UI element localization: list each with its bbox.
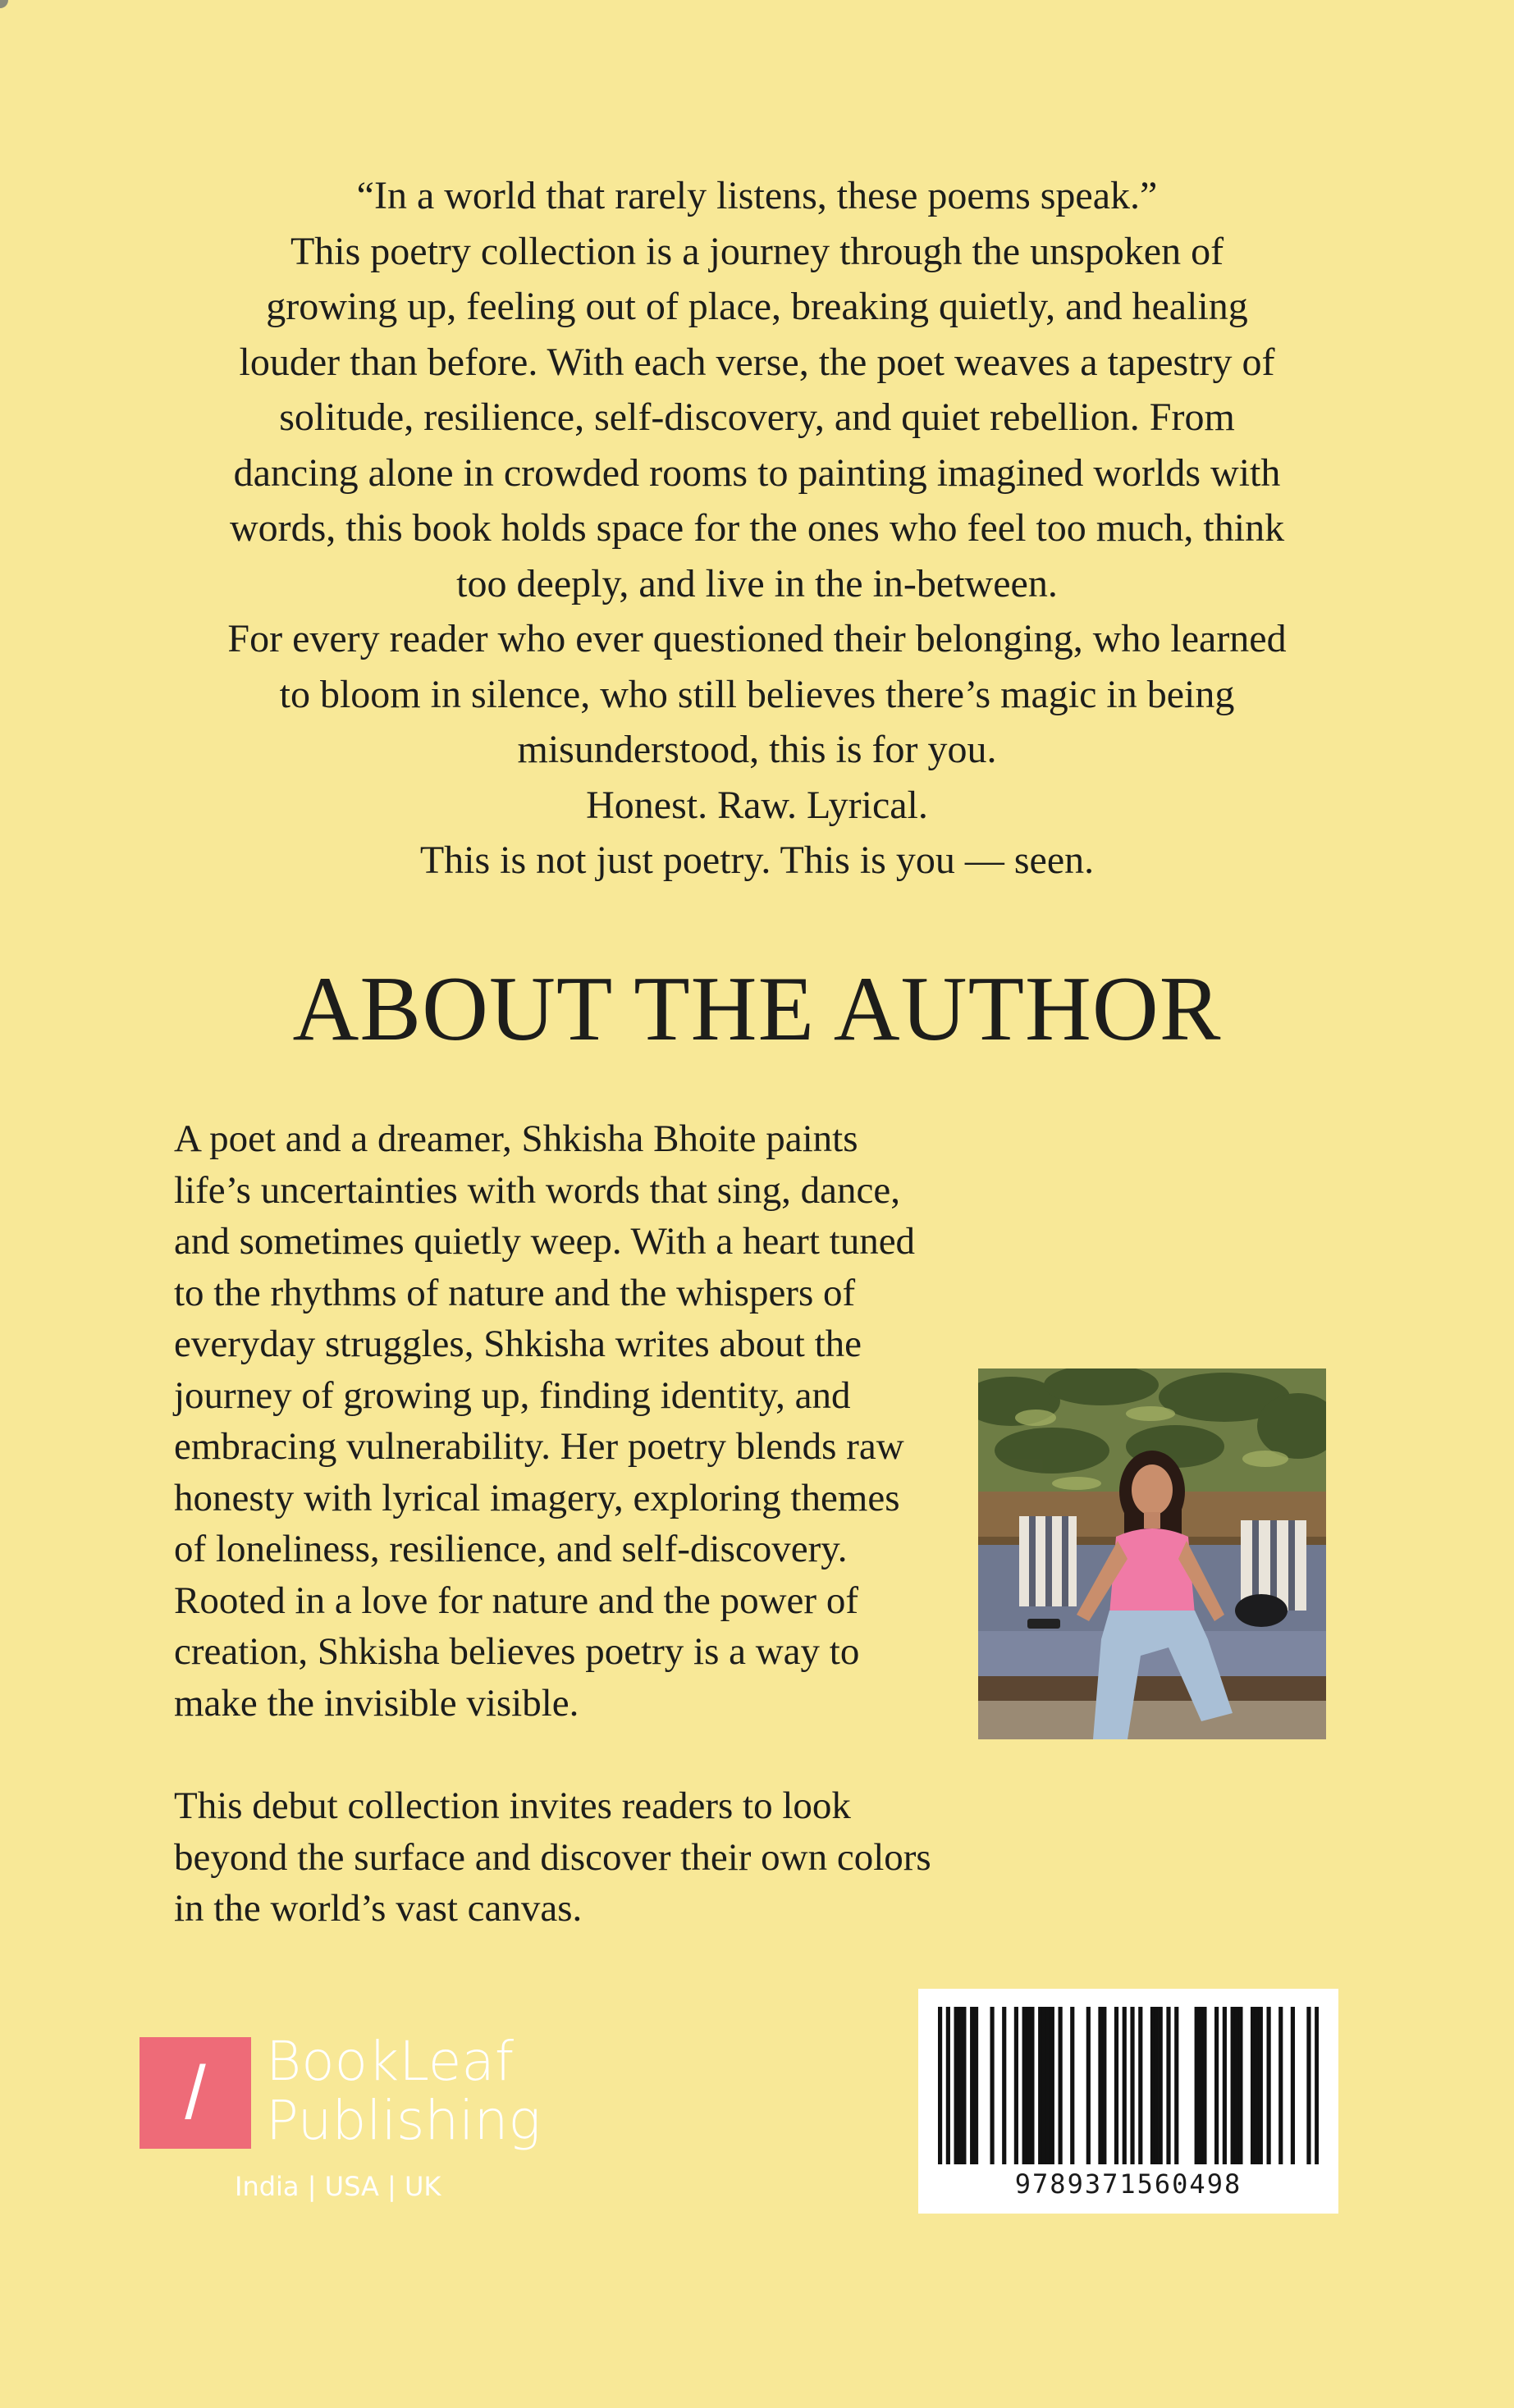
barcode-bar [1267,2007,1271,2164]
barcode-bar [1098,2007,1102,2164]
barcode-bars [938,2007,1319,2164]
barcode-bar [1070,2007,1074,2164]
barcode-bar [1002,2007,1006,2164]
barcode-bar [1038,2007,1042,2164]
closing-line: This debut collection invites readers to look [174,1784,851,1827]
bio-line: Rooted in a love for nature and the power of [174,1579,858,1622]
closing-line: in the world’s vast canvas. [174,1887,583,1930]
barcode-bar [1306,2007,1310,2164]
blurb-line: This poetry collection is a journey through the unspoken of [290,229,1224,273]
barcode-bar [1259,2007,1263,2164]
isbn-barcode [918,1989,1338,2214]
barcode-bar [1130,2007,1134,2164]
barcode-bar [1202,2007,1206,2164]
barcode-bar [1042,2007,1046,2164]
barcode-bar [974,2007,978,2164]
barcode-bar [990,2007,994,2164]
slash-icon: / [185,2051,206,2135]
bio-line: creation, Shkisha believes poetry is a way to [174,1630,860,1673]
barcode-bar [1234,2007,1238,2164]
barcode-bar [1255,2007,1259,2164]
barcode-bar [958,2007,962,2164]
blurb-line: growing up, feeling out of place, breaking quietly, and healing [266,285,1248,328]
barcode-bar [1198,2007,1202,2164]
barcode-bar [1223,2007,1227,2164]
bio-line: everyday struggles, Shkisha writes about the [174,1323,862,1365]
corner-mark [0,0,8,8]
blurb-line: dancing alone in crowded rooms to painting imagined worlds with [233,450,1281,495]
barcode-bar [1238,2007,1242,2164]
barcode-bar [1026,2007,1030,2164]
barcode-bar [1159,2007,1163,2164]
bio-line: to the rhythms of nature and the whispers of [174,1271,856,1314]
barcode-bar [1114,2007,1118,2164]
barcode-bar [1231,2007,1235,2164]
barcode-bar [1138,2007,1142,2164]
barcode-bar [1046,2007,1050,2164]
blurb-line: too deeply, and live in the in-between. [456,561,1058,605]
isbn-number: 9789371560498 [1014,2168,1242,2200]
back-cover-blurb [148,168,1366,889]
barcode-bar [1102,2007,1106,2164]
barcode-bar [954,2007,958,2164]
author-closing [174,1780,978,1935]
barcode-bar [1166,2007,1170,2164]
blurb-line: This is not just poetry. This is you — seen. [419,838,1095,882]
barcode-bar [1174,2007,1178,2164]
bio-line: life’s uncertainties with words that sing, dance, [174,1168,900,1212]
bio-line: journey of growing up, finding identity, and [174,1373,851,1417]
blurb-line: words, this book holds space for the ones who feel too much, think [229,506,1285,550]
bio-line: of loneliness, resilience, and self-discovery. [174,1528,848,1570]
blurb-line: louder than before. With each verse, the poet weaves a tapestry of [239,340,1275,384]
barcode-bar [1059,2007,1063,2164]
barcode-bar [1278,2007,1283,2164]
barcode-bar [1315,2007,1319,2164]
bio-line: and sometimes quietly weep. With a heart tuned [174,1220,916,1263]
author-bio [174,1113,978,1729]
barcode-bar [938,2007,942,2164]
barcode-bar [1014,2007,1018,2164]
blurb-line: solitude, resilience, self-discovery, and quiet rebellion. From [279,395,1235,439]
bio-line: make the invisible visible. [174,1681,579,1725]
barcode-bar [1050,2007,1054,2164]
publisher-name [266,2032,541,2150]
barcode-bar [1086,2007,1091,2164]
barcode-bar [1155,2007,1159,2164]
barcode-bar [970,2007,974,2164]
blurb-line: to bloom in silence, who still believes there’s magic in being [279,672,1235,716]
barcode-bar [1214,2007,1219,2164]
publisher-name-line: Publishing [266,2089,542,2152]
barcode-bar [946,2007,950,2164]
blurb-line: Honest. Raw. Lyrical. [586,783,928,827]
closing-line: beyond the surface and discover their own colors [174,1835,931,1879]
bio-line: embracing vulnerability. Her poetry blends raw [174,1425,904,1468]
author-photo [978,1368,1326,1739]
barcode-bar [962,2007,966,2164]
publisher-name-line: BookLeaf [266,2030,515,2093]
barcode-bar [1022,2007,1027,2164]
bio-line: A poet and a dreamer, Shkisha Bhoite paints [174,1117,858,1160]
blurb-line: “In a world that rarely listens, these poems speak.” [356,174,1158,217]
barcode-bar [1251,2007,1255,2164]
barcode-bar [1195,2007,1199,2164]
blurb-line: For every reader who ever questioned their belonging, who learned [227,617,1287,660]
bio-line: honesty with lyrical imagery, exploring themes [174,1476,900,1519]
about-author-heading: ABOUT THE AUTHOR [292,958,1222,1060]
barcode-bar [1291,2007,1295,2164]
barcode-bar [1123,2007,1127,2164]
blurb-line: misunderstood, this is for you. [517,728,997,771]
publisher-regions: India | USA | UK [235,2171,441,2202]
barcode-bar [1030,2007,1034,2164]
publisher-logo [140,2030,566,2209]
barcode-bar [1150,2007,1155,2164]
